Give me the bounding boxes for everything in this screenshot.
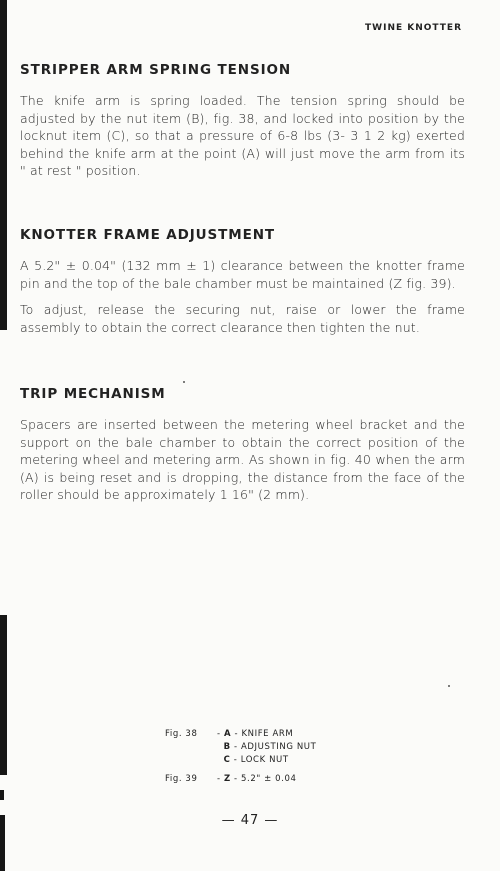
section-knotter-frame-adjustment: [20, 227, 465, 345]
caption-item: - A - KNIFE ARM: [217, 729, 294, 739]
caption-figure-ref: Fig. 39: [165, 774, 198, 784]
caption-figure-ref: [165, 741, 217, 754]
caption-figure-ref: Fig. 38: [165, 729, 198, 739]
scan-edge-shadow: [0, 615, 7, 775]
body-paragraph: A 5.2" ± 0.04" (132 mm ± 1) clearance between the knotter frame pin and the top of the bale chamber must be maintained (Z fig. 39).: [20, 258, 465, 291]
caption-row: [165, 728, 316, 741]
scan-speck: [183, 381, 185, 383]
caption-item: C - LOCK NUT: [223, 755, 289, 765]
caption-item: B - ADJUSTING NUT: [223, 742, 317, 752]
caption-key: A: [223, 729, 232, 739]
body-paragraph: The knife arm is spring loaded. The tension spring should be adjusted by the nut item (B), fig. 38, and locked into position by the locknut item (C), so that a pressure of 6-8 lbs (3- 3 1 2 kg) exerted behind the knife arm at the point (A) will just move the arm from its " at rest " position.: [20, 93, 465, 178]
figure-captions: [165, 728, 316, 786]
section-trip-mechanism: [20, 386, 465, 513]
caption-text: LOCK NUT: [240, 755, 289, 765]
section-stripper-arm-spring-tension: [20, 62, 465, 189]
scan-edge-shadow: [0, 790, 4, 800]
caption-row: [165, 754, 316, 767]
caption-text: ADJUSTING NUT: [240, 742, 317, 752]
caption-text: 5.2" ± 0.04: [241, 774, 297, 784]
caption-figure-ref: [165, 754, 217, 767]
caption-row: [165, 741, 316, 754]
scan-edge-shadow: [0, 0, 7, 330]
body-paragraph: To adjust, release the securing nut, raise or lower the frame assembly to obtain the correct clearance then tighten the nut.: [20, 302, 465, 335]
caption-key: Z: [223, 774, 231, 784]
scan-speck: [448, 685, 450, 687]
caption-text: KNIFE ARM: [241, 729, 294, 739]
caption-item: - Z - 5.2" ± 0.04: [217, 774, 297, 784]
section-title: TRIP MECHANISM: [20, 386, 166, 402]
section-title: STRIPPER ARM SPRING TENSION: [20, 62, 292, 78]
body-paragraph: Spacers are inserted between the metering wheel bracket and the support on the bale chamber to obtain the correct position of the metering wheel and metering arm. As shown in fig. 40 when the arm (A) is being reset and is dropping, the distance from the face of the roller should be approximately 1 16" (2 mm).: [20, 417, 465, 502]
caption-row: [165, 773, 316, 786]
page-number: — 47 —: [221, 813, 279, 828]
caption-key: B: [223, 742, 231, 752]
running-header: TWINE KNOTTER: [365, 23, 462, 33]
caption-key: C: [223, 755, 231, 765]
section-title: KNOTTER FRAME ADJUSTMENT: [20, 227, 276, 243]
